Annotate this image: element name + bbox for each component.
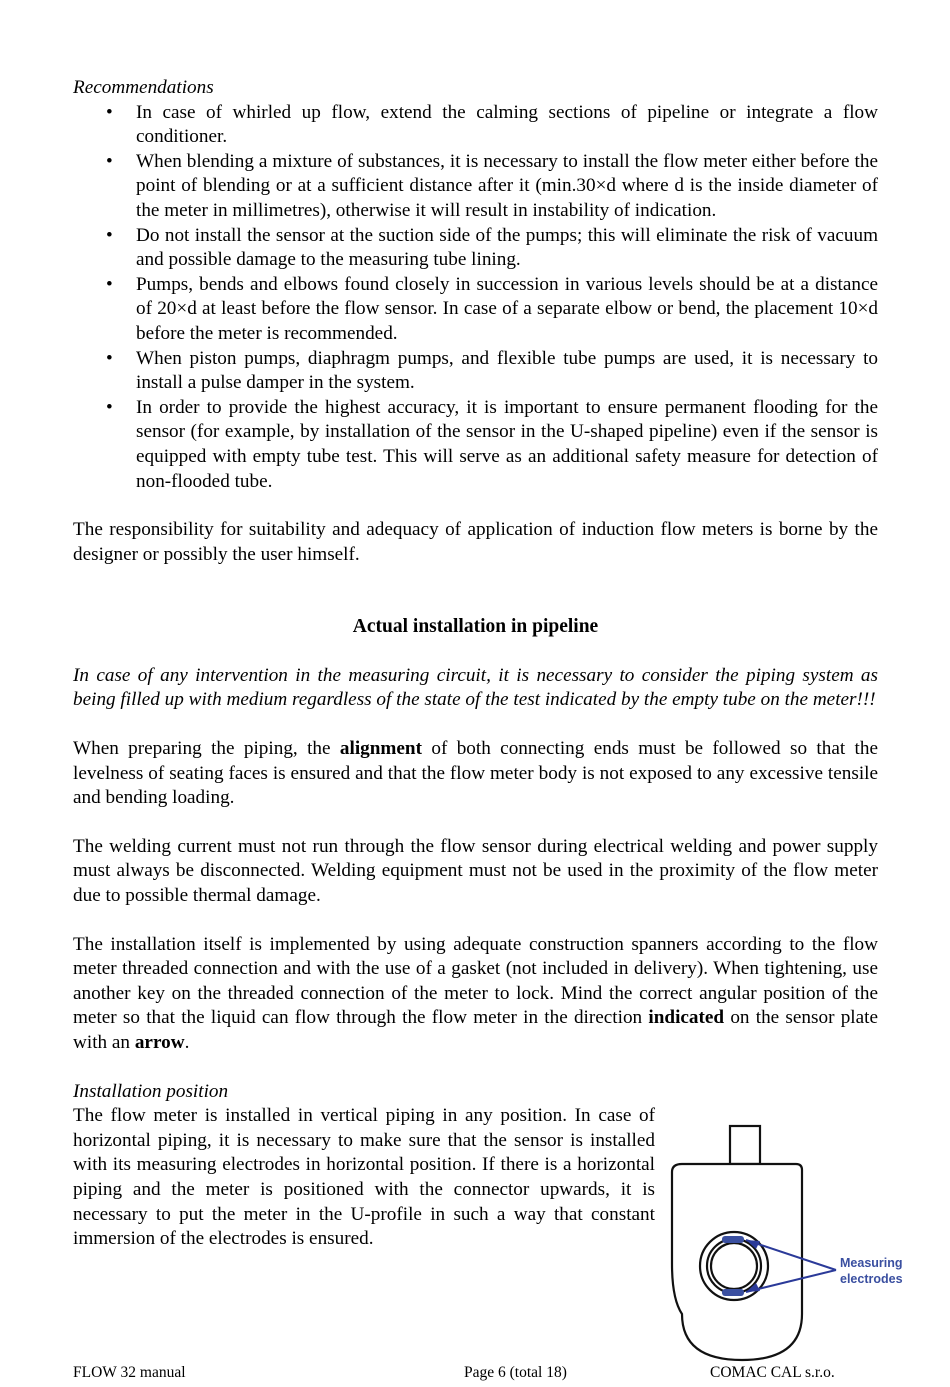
footer-company: COMAC CAL s.r.o. <box>710 1364 835 1381</box>
warning-paragraph: In case of any intervention in the measuring circuit, it is necessary to consider the piping system as being filled up with medium regardless of the state of the test indicated by the empty tube on the meter!!! <box>73 664 878 711</box>
recommendations-list <box>73 101 878 495</box>
list-item-text: In case of whirled up flow, extend the calming sections of pipeline or integrate a flow conditioner. <box>136 101 878 148</box>
list-item-text: In order to provide the highest accuracy, it is important to ensure permanent flooding for the sensor (for example, by installation of the sensor in the U-shaped pipeline) even if the sensor is equipped with empty tube test. This will serve as an additional safety measure for detection of non-flooded tube. <box>136 396 878 492</box>
installation-position-paragraph: The flow meter is installed in vertical piping in any position. In case of horizontal piping, it is necessary to make sure that the sensor is installed with its measuring electrodes in horizontal position. If there is a horizontal piping and the meter is positioned with the connector upwards, it is necessary to put the meter in the U-profile in such a way that constant immersion of the electrodes is ensured. <box>73 1105 655 1250</box>
responsibility-paragraph: The responsibility for suitability and adequacy of application of induction flow meters is borne by the designer or possibly the user himself. <box>73 519 878 565</box>
alignment-bold: alignment <box>339 738 422 760</box>
installation-bold-arrow: arrow <box>134 1032 185 1053</box>
list-item-text: When blending a mixture of substances, it is necessary to install the flow meter either before the point of blending or at a sufficient distance after it (min.30×d where d is the inside diameter of the meter in millimetres), otherwise it will result in instability of indication. <box>136 150 878 221</box>
meter-connector <box>730 1126 760 1164</box>
installation-position-title: Installation position <box>73 1080 229 1102</box>
flow-meter-figure <box>668 1124 918 1364</box>
electrode-bottom <box>722 1289 744 1296</box>
welding-paragraph: The welding current must not run through the flow sensor during electrical welding and power supply must always be disconnected. Welding equipment must not be used in the proximity of the flow meter due to possible thermal damage. <box>73 835 878 907</box>
electrodes-label-line2: electrodes <box>840 1272 903 1286</box>
electrode-top <box>722 1236 744 1243</box>
bullet-icon: • <box>106 347 113 369</box>
bullet-icon: • <box>106 150 113 172</box>
list-item <box>73 150 878 224</box>
installation-paragraph <box>73 933 878 1056</box>
list-item-text: Pumps, bends and elbows found closely in succession in various levels should be at a distance of 20×d at least before the flow sensor. In case of a separate elbow or bend, the placement 10×d before the meter is recommended. <box>136 273 878 344</box>
list-item <box>73 273 878 347</box>
section-heading: Actual installation in pipeline <box>352 616 599 638</box>
meter-body <box>672 1164 802 1360</box>
installation-text-mid: on the sensor plate with an <box>73 1007 878 1053</box>
footer-left: FLOW 32 manual <box>73 1364 186 1381</box>
bullet-icon: • <box>106 273 113 295</box>
electrodes-label-line1: Measuring <box>840 1256 903 1270</box>
list-item <box>73 101 878 150</box>
list-item-text: When piston pumps, diaphragm pumps, and flexible tube pumps are used, it is necessary to install a pulse damper in the system. <box>136 347 878 394</box>
list-item <box>73 396 878 494</box>
page-content <box>73 76 878 1252</box>
list-item <box>73 224 878 273</box>
list-item-text: Do not install the sensor at the suction side of the pumps; this will eliminate the risk of vacuum and possible damage to the measuring tube lining. <box>136 224 878 271</box>
alignment-text-post: of both connecting ends must be followed so that the levelness of seating faces is ensured and that the flow meter body is not exposed to any excessive tensile and bending loading. <box>73 738 878 809</box>
installation-bold-indicated: indicated <box>648 1007 725 1029</box>
installation-text-end: . <box>184 1032 190 1053</box>
bullet-icon: • <box>106 396 113 418</box>
recommendations-title: Recommendations <box>73 77 214 98</box>
alignment-text-pre: When preparing the piping, the <box>73 738 340 760</box>
footer-page-number: Page 6 (total 18) <box>464 1364 567 1381</box>
bullet-icon: • <box>106 224 113 246</box>
installation-text-pre: The installation itself is implemented by using adequate construction spanners according to the flow meter threaded connection and with the use of a gasket (not included in delivery). When tightening, use another key on the threaded connection of the meter to lock. Mind the correct angular position of the meter so that the liquid can flow through the flow meter in the direction <box>73 933 878 1029</box>
list-item <box>73 347 878 396</box>
alignment-paragraph <box>73 737 878 811</box>
bullet-icon: • <box>106 101 113 123</box>
